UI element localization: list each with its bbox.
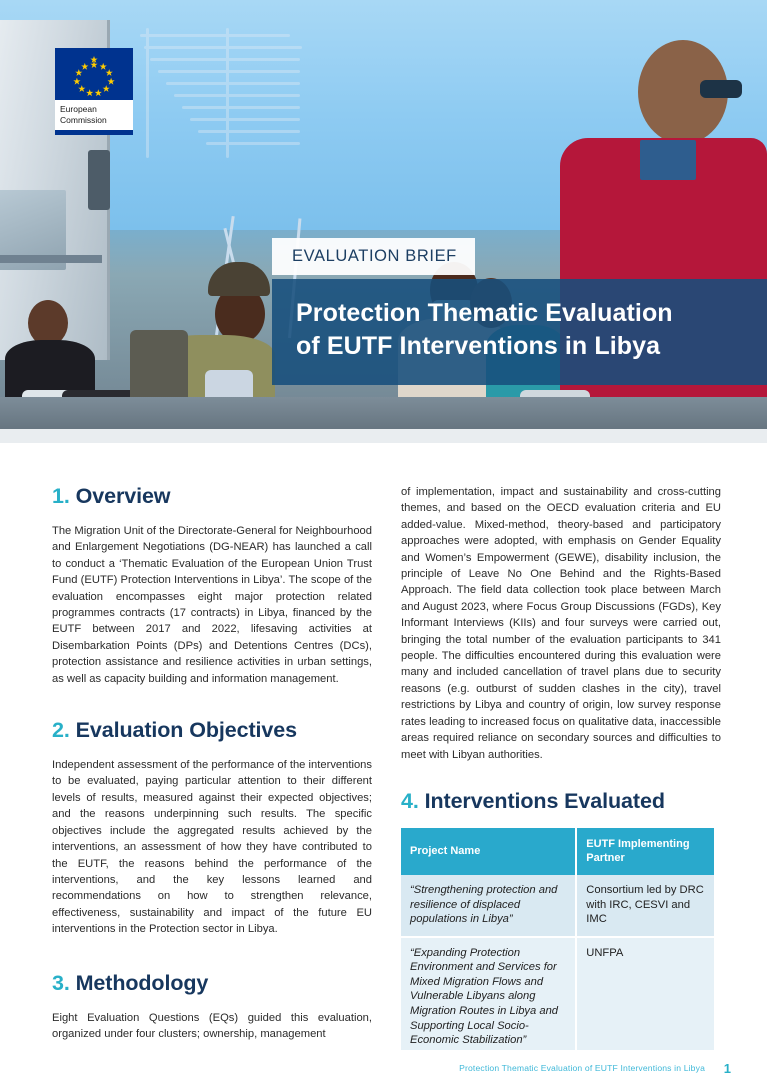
bus-mirror [88, 150, 110, 210]
hero-photo [0, 0, 767, 443]
left-column [52, 443, 372, 1042]
evaluation-brief-tag: EVALUATION BRIEF [272, 238, 475, 275]
table-row [401, 937, 714, 1058]
page-footer [0, 1050, 767, 1084]
eu-logo-line-2: Commission [60, 114, 107, 125]
table-cell-partner: Consortium led by DRC with IRC, CESVI and IMC [576, 875, 714, 937]
footer-document-title: Protection Thematic Evaluation of EUTF Interventions in Libya [459, 1063, 705, 1073]
eu-logo-line-1: European [60, 104, 97, 114]
sunglasses [700, 80, 742, 98]
section-heading-methodology [52, 971, 372, 996]
knit-hat [208, 262, 270, 296]
interventions-table [401, 828, 714, 1059]
table-header-row [401, 828, 714, 875]
section-number: 3. [52, 970, 70, 995]
section-number: 2. [52, 718, 70, 743]
table-row [401, 875, 714, 937]
right-column [401, 443, 721, 1059]
ec-building-watermark [140, 28, 315, 163]
hero-title-line-2: of EUTF Interventions in Libya [296, 332, 661, 360]
eu-logo-text [55, 100, 133, 130]
lanyard [640, 140, 696, 180]
section-heading-overview [52, 484, 372, 509]
table-header-implementing-partner: EUTF Implementing Partner [576, 828, 714, 875]
eu-flag-icon [55, 48, 133, 100]
section-title: Interventions Evaluated [424, 788, 665, 813]
methodology-paragraph-right: of implementation, impact and sustainability and cross-cutting themes, and based on the OECD evaluation criteria and EU added-value. Mixed-method, theory-based and participatory approaches were adopted, with emphasis on Gender Equality and Women’s Empowerment (GEWE), disability inclusion, the principle of Leave No One Behind and the Rights-Based Approach. The field data collection took place between March and August 2023, where Focus Group Discussions (FGDs), Key Informant Interviews (KIIs) and four surveys were carried out, bringing the total number of the evaluation participants to 341 people. The difficulties encountered during this evaluation were many and included cancellation of travel plans due to security reasons (e.g. outburst of sudden clashes in the city), travel restrictions by Libya and country of origin, low survey response rates leading to increased focus on qualitative data, inaccessible areas required reliance on secondary sources and difficulties to meet with Libyan authorities. [401, 486, 721, 761]
section-title: Methodology [75, 970, 209, 995]
table-header-project-name: Project Name [401, 828, 576, 875]
european-commission-logo [55, 48, 133, 135]
page-number: 1 [723, 1061, 731, 1076]
table-cell-project-name: “Strengthening protection and resilience of displaced populations in Libya” [401, 875, 576, 937]
objectives-paragraph: Independent assessment of the performance of the interventions to be evaluated, paying particular attention to their different levels of results, measured against their expected objectives; and the reasons underpinning such results. The specific objectives include the aggregated results achieved by the interventions, an assessment of how they have contributed to the EUTF, the reasons behind the performance of the interventions, and the key lessons learned and recommendations on how to strengthen relevance, effectiveness, sustainability and impact of the future EU interventions in the Protection sector in Libya. [52, 759, 372, 936]
section-number: 1. [52, 484, 70, 508]
section-title: Overview [75, 484, 171, 508]
ground-highlight [0, 429, 767, 443]
document-body [0, 443, 767, 1084]
section-heading-objectives [52, 718, 372, 743]
section-number: 4. [401, 788, 419, 813]
table-cell-project-name: “Expanding Protection Environment and Services for Mixed Migration Flows and Vulnerable Libyans along Migration Routes in Libya and Supporting Local Socio-Economic Stabilization” [401, 937, 576, 1058]
hero-title-line-1: Protection Thematic Evaluation [296, 299, 673, 327]
methodology-paragraph-left: Eight Evaluation Questions (EQs) guided this evaluation, organized under four clusters; ownership, management [52, 1011, 372, 1040]
eu-stars-icon [55, 48, 133, 100]
overview-paragraph: The Migration Unit of the Directorate-General for Neighbourhood and Enlargement Negotiations (DG-NEAR) has launched a call to conduct a ‘Thematic Evaluation of the European Union Trust Fund (EUTF) Protection Interventions in Libya’. The scope of the evaluation encompasses eight major protection related programmes contracts (17 contracts) in Libya, financed by the EUTF between 2017 and 2022, lifesaving activities at Disembarkation Points (DPs) and Detentions Centres (DCs), protection assistance and resilience activities in urban settings, as well as capacity building and information management. [52, 525, 372, 685]
hero-title-band [272, 279, 767, 385]
section-title: Evaluation Objectives [75, 718, 297, 743]
section-heading-interventions [401, 789, 721, 814]
table-cell-partner: UNFPA [576, 937, 714, 1058]
eu-logo-bar [55, 130, 133, 135]
